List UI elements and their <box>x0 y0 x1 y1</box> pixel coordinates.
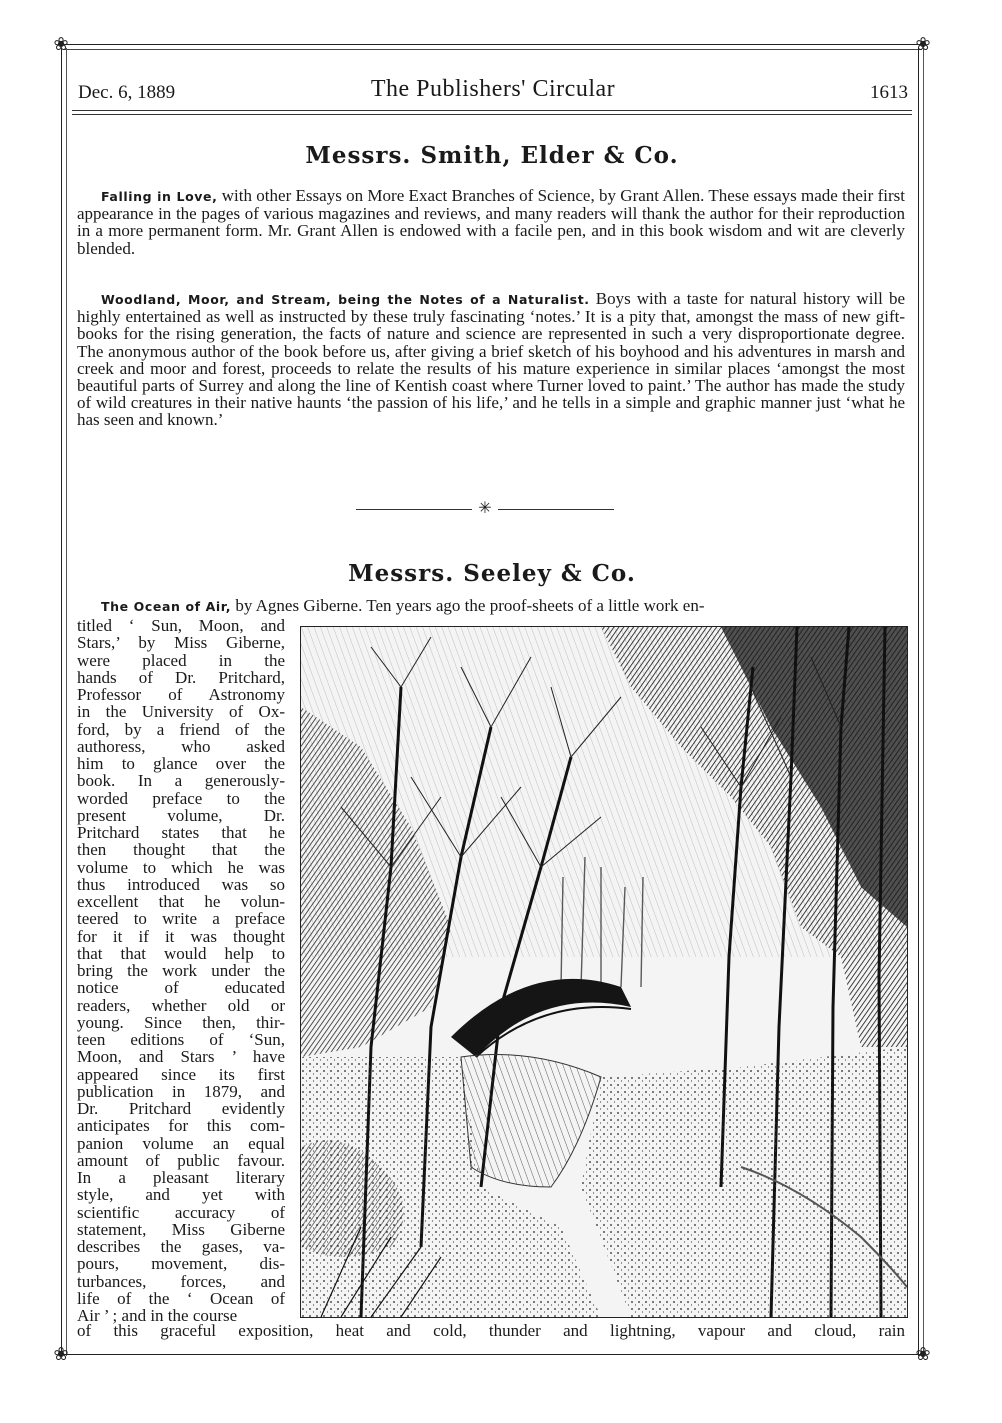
woodland-bridge-engraving <box>300 626 908 1318</box>
column-line: style, and yet with <box>77 1185 285 1205</box>
review-title: Woodland, Moor, and Stream, being the Notes of a Naturalist. <box>101 292 590 307</box>
column-line: scientific accuracy of <box>77 1202 285 1222</box>
review-body: Boys with a taste for natural history will be highly entertained as well as instructed by these truly fascinating ‘notes.’ It is a pity that, amongst the mass of new gift-books for the rising generation, the facts of nature and science are represented in such a very disproportionate degree. The anonymous author of the book before us, after giving a brief sketch of his boyhood and his adventures in marsh and creek and moor and forest, proceeds to relate the results of his mature experience in similar places ‘amongst the most beautiful parts of Surrey and along the line of Kentish coast where Turner loved to paint.’ The author has made the study of wild creatures in their native haunts ‘the passion of his life,’ and he tells in a simple and graphic manner just ‘what he has seen and known.’ <box>77 289 905 430</box>
section-divider <box>356 498 614 517</box>
review-title: The Ocean of Air, <box>101 599 232 614</box>
column-line: pours, movement, dis- <box>77 1254 285 1274</box>
column-line: thus introduced was so <box>77 874 285 894</box>
column-line: Professor of Astronomy <box>77 685 285 704</box>
column-line: young. Since then, thir- <box>77 1012 285 1032</box>
column-line: then thought that the <box>77 840 285 860</box>
column-line: volume to which he was <box>77 857 285 877</box>
publisher-heading-seeley: Messrs. Seeley & Co. <box>348 560 636 587</box>
column-line: turbances, forces, and <box>77 1271 285 1291</box>
column-line: book. In a generously- <box>77 771 285 791</box>
frame-bottom-rule <box>64 1354 922 1355</box>
column-line: present volume, Dr. <box>77 805 285 825</box>
column-line: titled ‘ Sun, Moon, and <box>77 616 285 635</box>
column-line: panion volume an equal <box>77 1133 285 1153</box>
corner-ornament-icon: ❀ <box>915 1344 931 1365</box>
column-line: Dr. Pritchard evidently <box>77 1099 285 1118</box>
column-line: describes the gases, va- <box>77 1237 285 1256</box>
column-line: ford, by a friend of the <box>77 719 285 739</box>
column-line: were placed in the <box>77 650 285 670</box>
column-line: Stars,’ by Miss Giberne, <box>77 633 285 653</box>
asterism-icon: ✳ <box>478 498 492 517</box>
running-header <box>78 76 908 104</box>
column-line: Moon, and Stars ’ have <box>77 1047 285 1067</box>
column-line: In a pleasant literary <box>77 1168 285 1187</box>
column-line: for it if it was thought <box>77 926 285 946</box>
page-number: 1613 <box>870 82 908 103</box>
column-line: Pritchard states that he <box>77 823 285 842</box>
frame-right-rule-inner <box>923 48 924 1356</box>
corner-ornament-icon: ❀ <box>915 34 931 55</box>
column-line: hands of Dr. Pritchard, <box>77 667 285 687</box>
journal-title: The Publishers' Circular <box>370 76 616 102</box>
review-first-line: by Agnes Giberne. Ten years ago the proof-sheets of a little work en- <box>235 596 705 615</box>
header-rule <box>72 110 912 111</box>
column-line: statement, Miss Giberne <box>77 1219 285 1239</box>
column-line: him to glance over the <box>77 754 285 773</box>
review-falling-in-love <box>77 187 905 257</box>
column-line: teered to write a preface <box>77 909 285 929</box>
header-rule-inner <box>72 114 912 115</box>
column-line: appeared since its first <box>77 1064 285 1084</box>
review-ocean-of-air-continuation: of this graceful exposition, heat and cold, thunder and lightning, vapour and cloud, rain <box>77 1321 905 1340</box>
column-line: amount of public favour. <box>77 1150 285 1170</box>
column-line: worded preface to the <box>77 788 285 808</box>
frame-top-rule <box>64 44 922 45</box>
frame-left-rule-inner <box>66 48 67 1356</box>
column-line: authoress, who asked <box>77 736 285 756</box>
column-line: teen editions of ‘Sun, <box>77 1030 285 1049</box>
column-line: notice of educated <box>77 978 285 998</box>
column-line: anticipates for this com- <box>77 1116 285 1136</box>
column-line: readers, whether old or <box>77 995 285 1015</box>
column-line: publication in 1879, and <box>77 1081 285 1101</box>
publisher-heading-smith-elder: Messrs. Smith, Elder & Co. <box>305 142 679 169</box>
column-line: in the University of Ox- <box>77 702 285 722</box>
review-ocean-of-air-column <box>77 617 285 1324</box>
column-line: life of the ‘ Ocean of <box>77 1288 285 1308</box>
column-line: bring the work under the <box>77 961 285 980</box>
frame-right-rule <box>918 48 919 1356</box>
column-line: that that would help to <box>77 943 285 963</box>
frame-left-rule <box>61 48 62 1356</box>
column-line: Air ’ ; and in the course <box>77 1306 238 1325</box>
corner-ornament-icon: ❀ <box>53 34 69 55</box>
frame-top-rule-inner <box>64 49 922 50</box>
review-woodland-moor-stream <box>77 290 905 429</box>
review-body: with other Essays on More Exact Branches of Science, by Grant Allen. These essays made their first appearance in the pages of various magazines and reviews, and many readers will thank the author for their reproduction in a more permanent form. Mr. Grant Allen is endowed with a facile pen, and in this book wisdom and wit are cleverly blended. <box>77 186 905 258</box>
review-ocean-of-air-opening <box>77 597 905 615</box>
corner-ornament-icon: ❀ <box>53 1344 69 1365</box>
column-line: excellent that he volun- <box>77 892 285 911</box>
issue-date: Dec. 6, 1889 <box>78 82 176 103</box>
review-title: Falling in Love, <box>101 189 218 204</box>
